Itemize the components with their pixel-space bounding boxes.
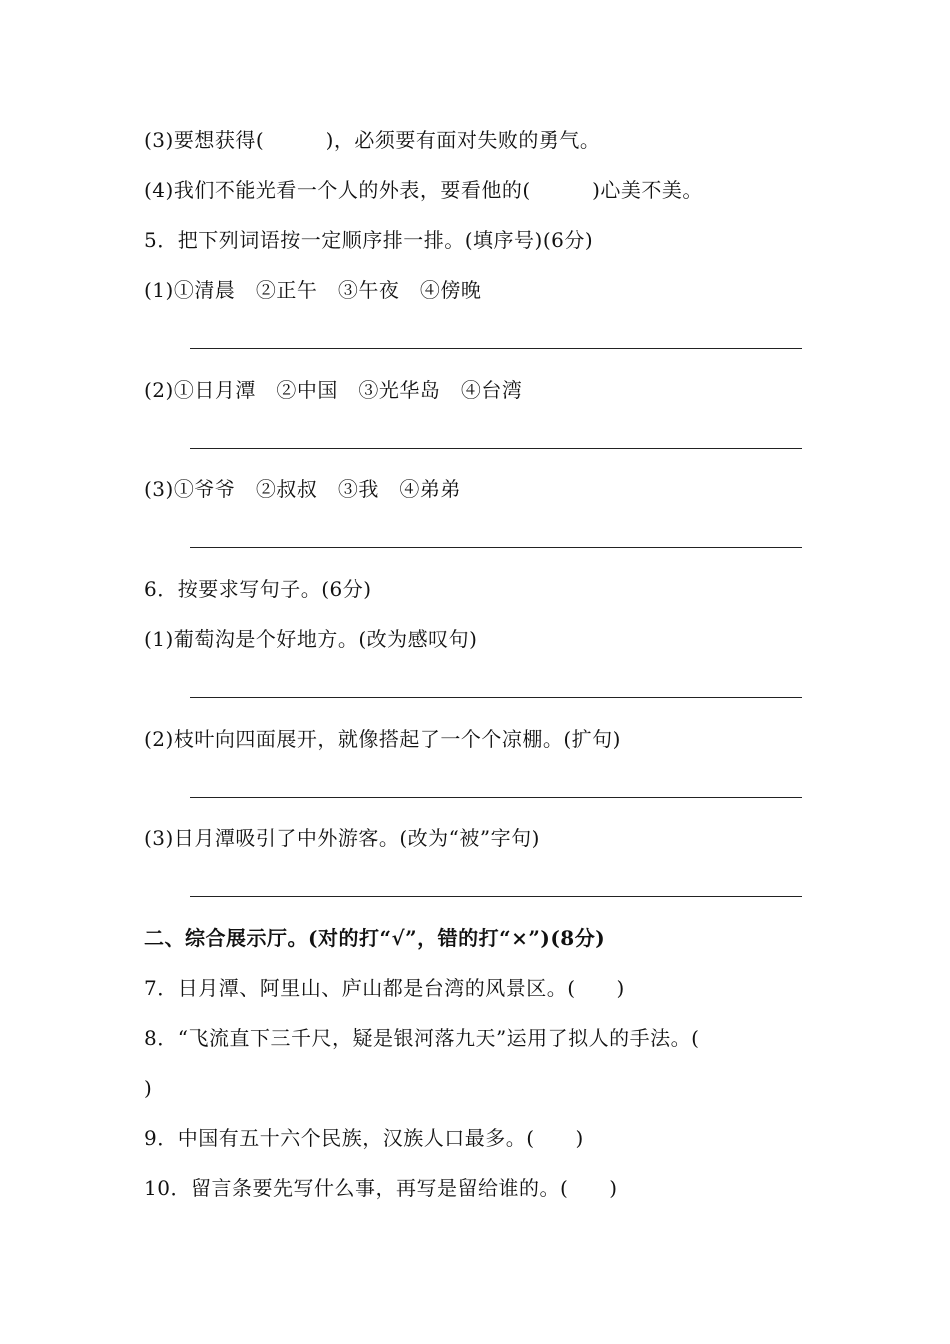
answer-line-6-2[interactable] xyxy=(190,797,802,798)
question-8: 8．“飞流直下三千尺，疑是银河落九天”运用了拟人的手法。( xyxy=(144,1026,700,1050)
question-9: 9．中国有五十六个民族，汉族人口最多。( ) xyxy=(144,1126,584,1150)
question-6-title: 6．按要求写句子。(6分) xyxy=(144,577,372,601)
answer-line-6-1[interactable] xyxy=(190,697,802,698)
answer-line-6-3[interactable] xyxy=(190,896,802,897)
question-7: 7．日月潭、阿里山、庐山都是台湾的风景区。( ) xyxy=(144,976,625,1000)
question-6-2: (2)枝叶向四面展开，就像搭起了一个个凉棚。(扩句) xyxy=(144,727,621,751)
question-5-title: 5．把下列词语按一定顺序排一排。(填序号)(6分) xyxy=(144,228,594,252)
question-10: 10．留言条要先写什么事，再写是留给谁的。( ) xyxy=(144,1176,618,1200)
question-4-3: (3)要想获得( )，必须要有面对失败的勇气。 xyxy=(144,128,601,152)
question-5-2: (2)①日月潭 ②中国 ③光华岛 ④台湾 xyxy=(144,378,523,402)
section-2-heading: 二、综合展示厅。(对的打“√”，错的打“×”)(8分) xyxy=(144,926,606,950)
question-5-1: (1)①清晨 ②正午 ③午夜 ④傍晚 xyxy=(144,278,482,302)
question-5-3: (3)①爷爷 ②叔叔 ③我 ④弟弟 xyxy=(144,477,461,501)
question-4-4: (4)我们不能光看一个人的外表，要看他的( )心美不美。 xyxy=(144,178,703,202)
answer-line-5-3[interactable] xyxy=(190,547,802,548)
answer-line-5-1[interactable] xyxy=(190,348,802,349)
question-8-continued: ) xyxy=(144,1076,153,1100)
question-6-3: (3)日月潭吸引了中外游客。(改为“被”字句) xyxy=(144,826,540,850)
answer-line-5-2[interactable] xyxy=(190,448,802,449)
question-6-1: (1)葡萄沟是个好地方。(改为感叹句) xyxy=(144,627,478,651)
